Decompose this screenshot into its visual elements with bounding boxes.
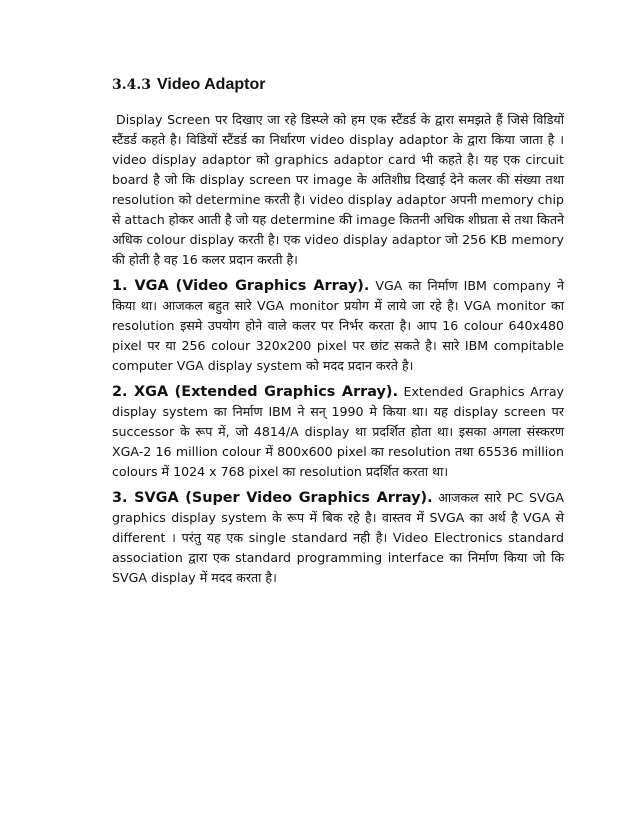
- vga-paragraph: [112, 276, 564, 376]
- intro-text: Display Screen पर दिखाए जा रहे डिस्प्ले को हम एक स्टैंडर्ड के द्वारा समझते हैं जिसे विडियों स्टैंडर्ड कहते है। विडियों स्टैंडर्ड का निर्धारण video display adaptor के द्वारा किया जाता है । video display adaptor को graphics adaptor card भी कहते है। यह एक circuit board है जो कि display screen पर image के अतिशीघ्र दिखाई देने कलर की संख्या तथा resolution को determine करती है। video display adaptor अपनी memory chip से attach होकर आती है जो यह determine की image कितनी अधिक शीघ्रता से तथा कितने अधिक colour display करती है। एक video display adaptor जो 256 KB memory की होती है वह 16 कलर प्रदान करती है।: [112, 112, 564, 267]
- svga-label: 3. SVGA (Super Video Graphics Array).: [112, 490, 433, 506]
- xga-text: Extended Graphics Array display system का निर्माण IBM ने सन् 1990 मे किया था। यह display screen पर successor के रूप में, जो 4814/A display था प्रदर्शित होता था। इसका अगला संस्करण XGA-2 16 million colour में 800x600 pixel का resolution तथा 65536 million colours में 1024 x 768 pixel का resolution प्रदर्शित करता था।: [112, 384, 564, 479]
- svga-text: आजकल सारे PC SVGA graphics display system के रूप में बिक रहे है। वास्तव में SVGA का अर्थ है VGA से different । परंतु यह एक single standard नही है। Video Electronics standard association द्वारा एक standard programming interface का निर्माण किया जो कि SVGA display में मदद करता है।: [112, 490, 564, 585]
- section-number: 3.4.3: [112, 77, 151, 93]
- intro-paragraph: [112, 110, 564, 270]
- xga-paragraph: [112, 382, 564, 482]
- vga-text: VGA का निर्माण IBM company ने किया था। आजकल बहुत सारे VGA monitor प्रयोग में लाये जा रहे है। VGA monitor का resolution इसमे उपयोग होने वाले कलर पर निर्भर करता है। आप 16 colour 640x480 pixel पर या 256 colour 320x200 pixel पर छांट सकते है। सारे IBM compitable computer VGA display system को मदद प्रदान करते है।: [112, 278, 564, 373]
- section-heading: [112, 76, 564, 94]
- xga-label: 2. XGA (Extended Graphics Array).: [112, 384, 398, 400]
- document-page: [112, 76, 564, 594]
- vga-label: 1. VGA (Video Graphics Array).: [112, 278, 370, 294]
- section-title: Video Adaptor: [156, 76, 266, 93]
- svga-paragraph: [112, 488, 564, 588]
